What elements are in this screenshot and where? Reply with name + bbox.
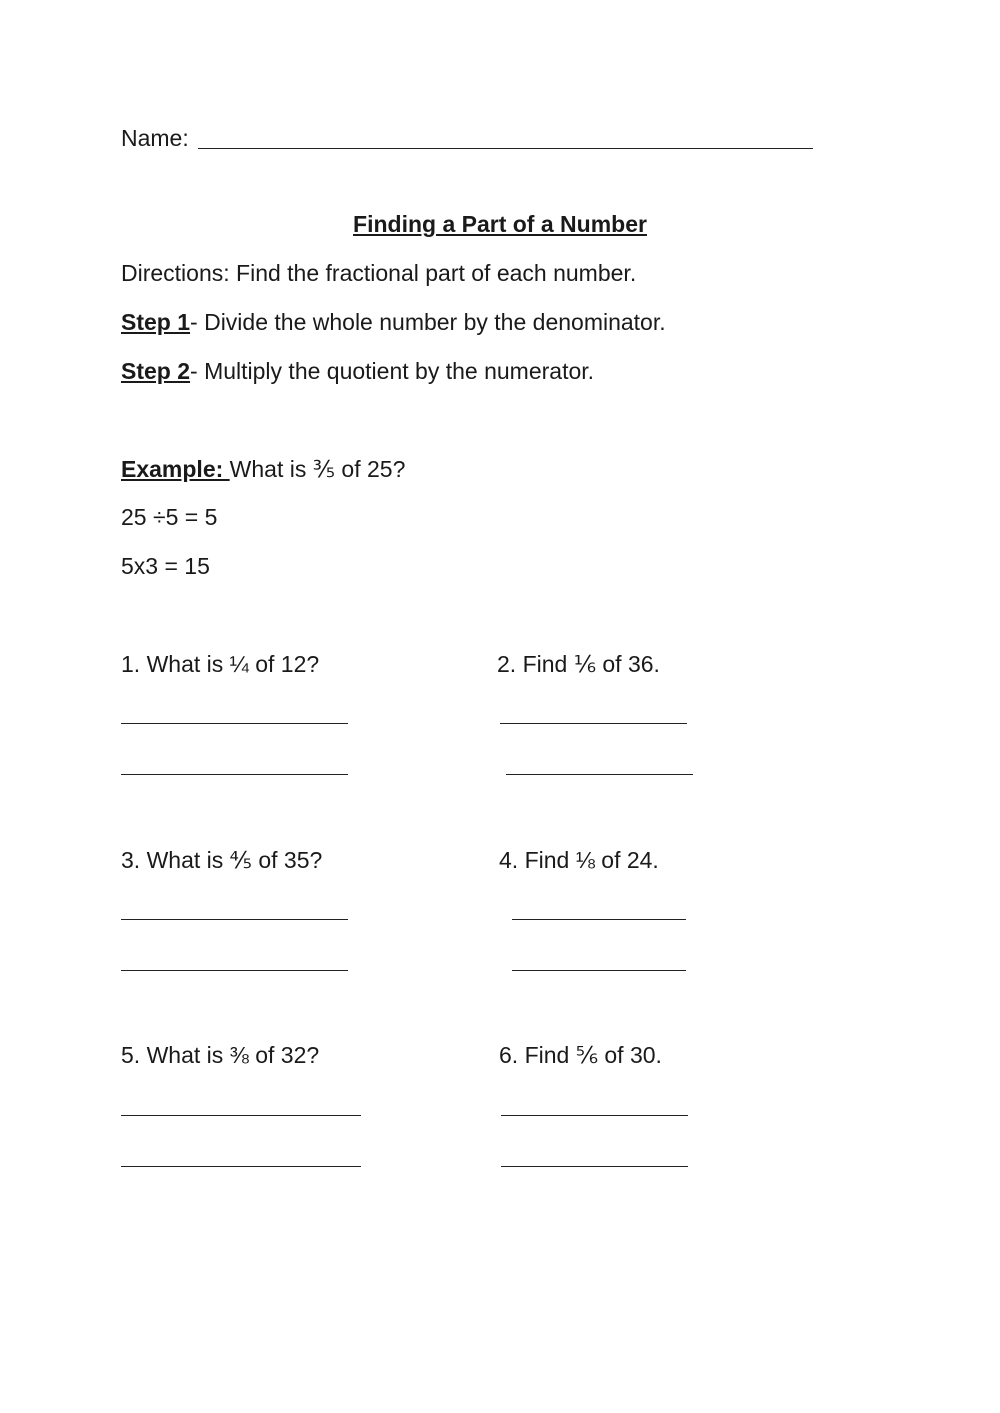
page-title: Finding a Part of a Number	[353, 211, 647, 237]
problem-2-answer-line-2[interactable]	[506, 774, 693, 775]
step-2-text: - Multiply the quotient by the numerator.	[190, 358, 595, 384]
example-label: Example:	[121, 456, 230, 482]
problem-2: 2. Find ⅙ of 36.	[497, 651, 660, 677]
step-1-label: Step 1	[121, 309, 191, 335]
example-step-1: 25 ÷5 = 5	[121, 504, 218, 530]
problem-5-answer-line-1[interactable]	[121, 1115, 361, 1116]
problem-6-answer-line-2[interactable]	[501, 1166, 688, 1167]
problem-3-answer-line-1[interactable]	[121, 919, 348, 920]
problem-6-answer-line-1[interactable]	[501, 1115, 688, 1116]
example-question: What is ⅗ of 25?	[229, 456, 406, 482]
step-2-label: Step 2	[121, 358, 191, 384]
directions-text: Directions: Find the fractional part of each number.	[121, 260, 637, 286]
problem-3-answer-line-2[interactable]	[121, 970, 348, 971]
problem-4-answer-line-2[interactable]	[512, 970, 686, 971]
problem-5: 5. What is ⅜ of 32?	[121, 1042, 320, 1068]
problem-3: 3. What is ⅘ of 35?	[121, 847, 323, 873]
problem-6: 6. Find ⅚ of 30.	[499, 1042, 662, 1068]
step-1-text: - Divide the whole number by the denominator.	[190, 309, 666, 335]
step-2	[121, 357, 594, 385]
example	[121, 455, 405, 483]
example-step-2: 5x3 = 15	[121, 553, 210, 579]
name-label: Name:	[121, 125, 189, 151]
problem-5-answer-line-2[interactable]	[121, 1166, 361, 1167]
step-1	[121, 308, 666, 336]
problem-1-answer-line-2[interactable]	[121, 774, 348, 775]
problem-1: 1. What is ¼ of 12?	[121, 651, 320, 677]
problem-1-answer-line-1[interactable]	[121, 723, 348, 724]
name-answer-line[interactable]	[198, 148, 813, 149]
problem-4: 4. Find ⅛ of 24.	[499, 847, 659, 873]
problem-4-answer-line-1[interactable]	[512, 919, 686, 920]
problem-2-answer-line-1[interactable]	[500, 723, 687, 724]
